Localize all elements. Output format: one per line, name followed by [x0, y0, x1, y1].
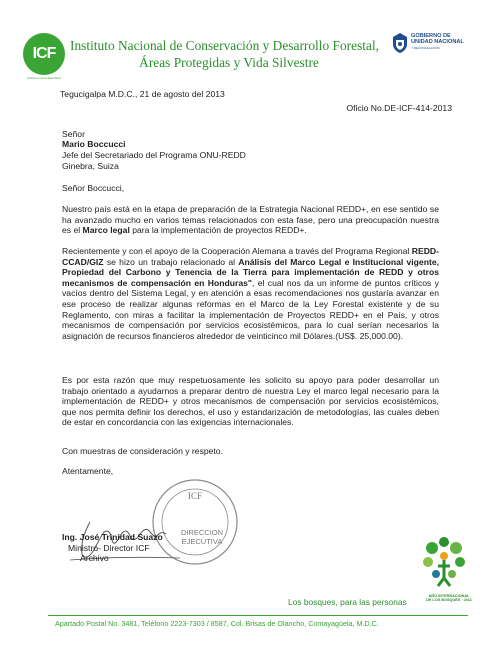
svg-text:ICF: ICF — [187, 491, 203, 501]
forest-year-logo — [418, 534, 470, 590]
svg-text:DIRECCION: DIRECCION — [180, 528, 224, 537]
closing-sincerely: Atentamente, — [62, 466, 114, 476]
footer-address: Apartado Postal No. 3481, Teléfono 2223-7303 / 8587, Col. Brisas de Olancho, Comayagüela, M.D.C. — [55, 619, 379, 628]
recipient-name: Mario Boccucci — [62, 139, 126, 149]
paragraph-1: Nuestro país está en la etapa de preparación de la Estrategia Nacional REDD+, en ese sentido se ha avanzado mucho en varios temas relacionados con esta fase, pero una preocupación nuestra es el Marco legal para la implementación de proyectos REDD+. — [62, 204, 439, 236]
reference-number: Oficio No.DE-ICF-414-2013 — [346, 103, 452, 113]
institute-name: Instituto Nacional de Conservación y Desarrollo Forestal, — [70, 38, 380, 53]
government-emblem-icon — [391, 32, 409, 54]
icf-logo: ICF — [23, 33, 65, 75]
institute-subtitle: Áreas Protegidas y Vida Silvestre — [139, 55, 319, 70]
svg-text:EJECUTIVA: EJECUTIVA — [181, 537, 223, 546]
recipient-city: Ginebra, Suiza — [62, 161, 119, 171]
government-wordmark: GOBIERNO DE UNIDAD NACIONAL Y RECONCILIACIÓN — [411, 33, 464, 50]
place-date: Tegucigalpa M.D.C., 21 de agosto del 2013 — [60, 89, 225, 99]
archive-note: Archivo — [80, 553, 109, 563]
paragraph-3: Es por esta razón que muy respetuosamente les solicito su apoyo para poder desarrollar un trabajo orientado a ayudarnos a preparar dentro de nuestra Ley el marco legal necesario para la implementación de REDD+ y otros mecanismos de compensación por servicios ecosistémicos, que nos permita definir los derechos, el uso y estandarización de metodologías, las cuales deben de estar en concordancia con las exigencias internacionales. — [62, 375, 439, 428]
forest-year-caption: AÑO INTERNACIONAL DE LOS BOSQUES · 2011 — [426, 594, 472, 603]
signer-title: Ministro- Director ICF — [68, 543, 150, 553]
footer-divider — [48, 615, 468, 616]
salutation-title: Señor — [62, 129, 85, 139]
footer-slogan: Los bosques, para las personas — [288, 597, 407, 607]
recipient-role: Jefe del Secretariado del Programa ONU-REDD — [62, 150, 246, 160]
signer-name: Ing. José Trinidad Suazo — [62, 532, 163, 542]
icf-logo-caption: Gobierno de la República — [27, 76, 61, 80]
closing-regards: Con muestras de consideración y respeto. — [62, 446, 223, 456]
greeting: Señor Boccucci, — [62, 183, 125, 193]
paragraph-2: Recientemente y con el apoyo de la Cooperación Alemana a través del Programa Regional REDD-CCAD/GIZ se hizo un trabajo relacionado al Análisis del Marco Legal e Institucional vigente, Propiedad del Carbono y Tenencia de la Tierra para implementación de REDD y otros mecanismos de compensación en Honduras", el cual nos da un informe de puntos críticos y vacíos dentro del Sistema Legal, y en atención a esas recomendaciones nos gustaría avanzar en ese proceso de realizar algunas reformas en el Marco de la Ley Forestal existente y de su Reglamento, con miras a facilitar la implementación de Proyectos REDD+ en el País, y otros mecanismos de compensación por servicios ecosistémicos, para lo cual serían necesarios la asignación de recursos financieros alrededor de veinticinco mil Dólares.(US$. 25,000.00). — [62, 246, 439, 341]
